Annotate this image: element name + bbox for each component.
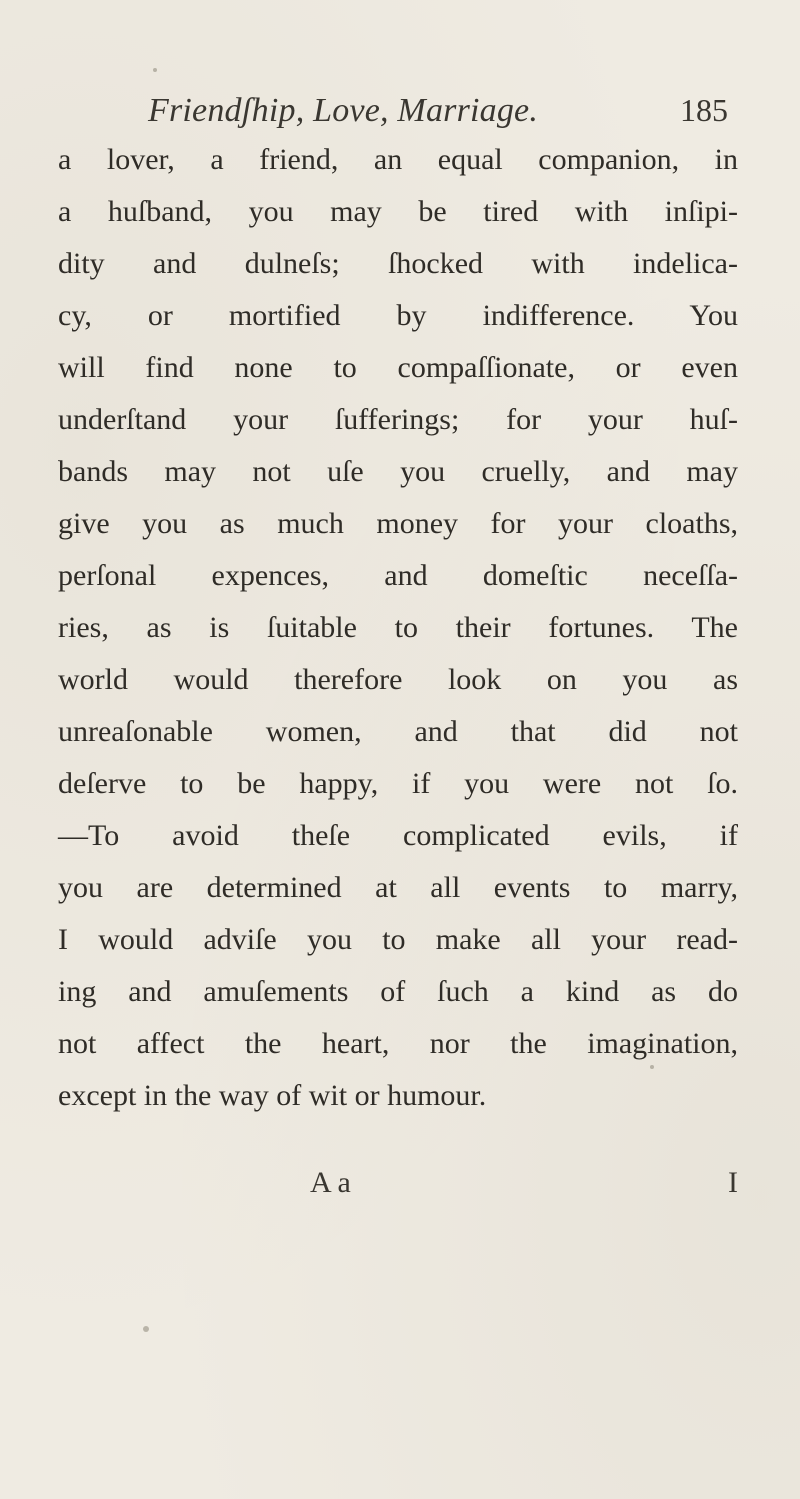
text-line: deſerve to be happy, if you were not ſo. xyxy=(58,767,738,800)
paper-speck xyxy=(153,68,157,72)
text-line: bands may not uſe you cruelly, and may xyxy=(58,455,738,488)
text-line: unreaſonable women, and that did not xyxy=(58,715,738,748)
text-line: world would therefore look on you as xyxy=(58,663,738,696)
text-line: a lover, a friend, an equal companion, in xyxy=(58,143,738,176)
text-line: perſonal expences, and domeſtic neceſſa- xyxy=(58,559,738,592)
page-footer xyxy=(58,1166,738,1206)
running-title: Friendʃhip, Love, Marriage. xyxy=(148,92,539,129)
text-line: I would adviſe you to make all your read- xyxy=(58,923,738,956)
page-header xyxy=(148,92,728,136)
text-line: ing and amuſements of ſuch a kind as do xyxy=(58,975,738,1008)
text-line: —To avoid theſe complicated evils, if xyxy=(58,819,738,852)
text-line: give you as much money for your cloaths, xyxy=(58,507,738,540)
text-line: you are determined at all events to marry, xyxy=(58,871,738,904)
body-text xyxy=(58,134,738,1122)
text-line: not affect the heart, nor the imagination, xyxy=(58,1027,738,1060)
text-line: ries, as is ſuitable to their fortunes. The xyxy=(58,611,738,644)
paper-speck xyxy=(143,1326,149,1332)
text-line: except in the way of wit or humour. xyxy=(58,1079,487,1112)
text-line: will find none to compaſſionate, or even xyxy=(58,351,738,384)
text-line: underſtand your ſufferings; for your huſ- xyxy=(58,403,738,436)
paper-speck xyxy=(650,1065,654,1069)
text-line: cy, or mortified by indifference. You xyxy=(58,299,738,332)
text-line: dity and dulneſs; ſhocked with indelica- xyxy=(58,247,738,280)
page-number: 185 xyxy=(680,92,728,128)
signature-mark: A a xyxy=(310,1166,351,1199)
text-line: a huſband, you may be tired with inſipi- xyxy=(58,195,738,228)
catchword: I xyxy=(728,1166,738,1199)
